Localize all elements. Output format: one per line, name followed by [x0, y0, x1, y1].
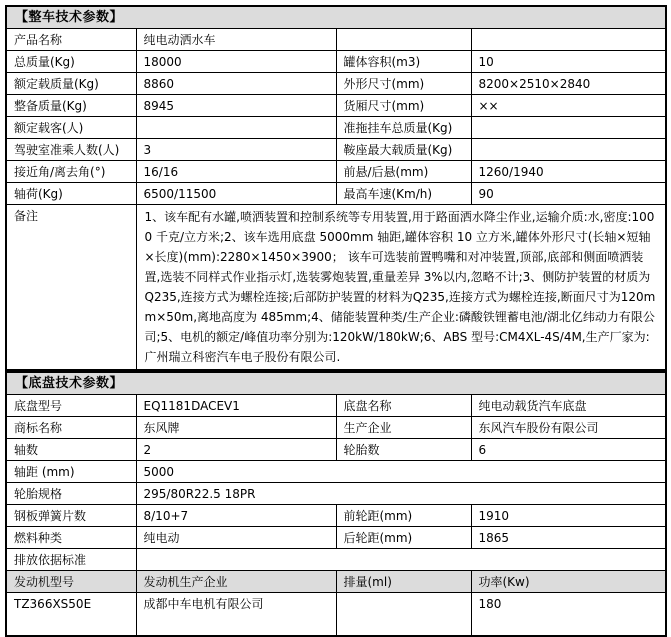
vehicle-row	[6, 95, 666, 117]
param-value: 1865	[471, 527, 666, 549]
vehicle-row	[6, 161, 666, 183]
param-label: 前悬/后悬(mm)	[336, 161, 471, 183]
param-value: EQ1181DACEV1	[136, 395, 336, 417]
param-value: 东风牌	[136, 417, 336, 439]
param-value: 10	[471, 51, 666, 73]
param-label: 轴距 (mm)	[6, 461, 136, 483]
param-label: 额定载质量(Kg)	[6, 73, 136, 95]
param-value: 8/10+7	[136, 505, 336, 527]
chassis-params-table	[5, 371, 667, 637]
param-value: 90	[471, 183, 666, 205]
param-label: 钢板弹簧片数	[6, 505, 136, 527]
param-label	[336, 29, 471, 51]
param-value: 3	[136, 139, 336, 161]
remark-label: 备注	[6, 205, 136, 371]
chassis-row	[6, 461, 666, 483]
chassis-section-header	[6, 372, 666, 395]
param-value: 1260/1940	[471, 161, 666, 183]
engine-displacement	[336, 593, 471, 637]
vehicle-row	[6, 29, 666, 51]
param-label: 罐体容积(m3)	[336, 51, 471, 73]
param-value: 8200×2510×2840	[471, 73, 666, 95]
param-value: 16/16	[136, 161, 336, 183]
chassis-row	[6, 549, 666, 571]
engine-model: TZ366XS50E	[6, 593, 136, 637]
column-header: 发动机型号	[6, 571, 136, 593]
param-label: 接近角/离去角(°)	[6, 161, 136, 183]
param-label: 准拖挂车总质量(Kg)	[336, 117, 471, 139]
vehicle-rows-body	[6, 29, 666, 371]
param-label: 轮胎规格	[6, 483, 136, 505]
vehicle-row	[6, 51, 666, 73]
param-label: 商标名称	[6, 417, 136, 439]
chassis-section-title: 【底盘技术参数】	[6, 372, 666, 395]
param-value	[471, 117, 666, 139]
param-label: 驾驶室准乘人数(人)	[6, 139, 136, 161]
param-label: 燃料种类	[6, 527, 136, 549]
column-header: 功率(Kw)	[471, 571, 666, 593]
chassis-row	[6, 593, 666, 637]
engine-power: 180	[471, 593, 666, 637]
param-label: 产品名称	[6, 29, 136, 51]
remark-text: 1、该车配有水罐,喷洒装置和控制系统等专用装置,用于路面洒水降尘作业,运输介质:水,密度:1000 千克/立方米;2、该车选用底盘 5000mm 轴距,罐体容积 10 立方米,罐体外形尺寸(长轴×短轴×长度)(mm):2280×1450×3900； 该车可选装前置鸭嘴和对冲装置,顶部,底部和侧面喷洒装置,选装不同样式作业指示灯,选装雾炮装置,重量差异 3%以内,忽略不计;3、侧防护装置的材质为Q235,连接方式为螺栓连接;后部防护装置的材料为Q235,连接方式为螺栓连接,断面尺寸为120mm×50m,离地高度为 485mm;4、储能装置种类/生产企业:磷酸铁锂蓄电池/湖北亿纬动力有限公司;5、电机的额定/峰值功率分别为:120kW/180kW;6、ABS 型号:CM4XL-4S/4M,生产厂家为:广州瑞立科密汽车电子股份有限公司.	[136, 205, 666, 371]
param-value: 1910	[471, 505, 666, 527]
param-value: 6	[471, 439, 666, 461]
param-label: 轴荷(Kg)	[6, 183, 136, 205]
param-value	[471, 29, 666, 51]
param-value: 纯电动载货汽车底盘	[471, 395, 666, 417]
param-value	[471, 139, 666, 161]
param-label: 底盘型号	[6, 395, 136, 417]
vehicle-params-table	[5, 5, 667, 371]
chassis-row	[6, 483, 666, 505]
param-label: 底盘名称	[336, 395, 471, 417]
param-label: 整备质量(Kg)	[6, 95, 136, 117]
param-value: 纯电动洒水车	[136, 29, 336, 51]
vehicle-row	[6, 183, 666, 205]
chassis-row	[6, 505, 666, 527]
param-value: ××	[471, 95, 666, 117]
chassis-row	[6, 571, 666, 593]
vehicle-row	[6, 205, 666, 371]
column-header: 发动机生产企业	[136, 571, 336, 593]
param-value	[136, 549, 666, 571]
engine-manufacturer: 成都中车电机有限公司	[136, 593, 336, 637]
param-label: 后轮距(mm)	[336, 527, 471, 549]
chassis-row	[6, 417, 666, 439]
param-value	[136, 117, 336, 139]
param-label: 轴数	[6, 439, 136, 461]
vehicle-row	[6, 117, 666, 139]
chassis-rows-body	[6, 395, 666, 637]
column-header: 排量(ml)	[336, 571, 471, 593]
vehicle-row	[6, 139, 666, 161]
param-label: 总质量(Kg)	[6, 51, 136, 73]
param-label: 货厢尺寸(mm)	[336, 95, 471, 117]
param-value: 295/80R22.5 18PR	[136, 483, 666, 505]
chassis-row	[6, 527, 666, 549]
param-value: 6500/11500	[136, 183, 336, 205]
section-header-row	[6, 6, 666, 29]
param-value: 2	[136, 439, 336, 461]
param-label: 前轮距(mm)	[336, 505, 471, 527]
param-value: 纯电动	[136, 527, 336, 549]
section-header-row	[6, 372, 666, 395]
chassis-row	[6, 395, 666, 417]
param-value: 5000	[136, 461, 666, 483]
param-label: 外形尺寸(mm)	[336, 73, 471, 95]
param-value: 8945	[136, 95, 336, 117]
param-label: 轮胎数	[336, 439, 471, 461]
param-label: 鞍座最大载质量(Kg)	[336, 139, 471, 161]
vehicle-section-header	[6, 6, 666, 29]
vehicle-section-title: 【整车技术参数】	[6, 6, 666, 29]
param-value: 8860	[136, 73, 336, 95]
param-value: 18000	[136, 51, 336, 73]
vehicle-row	[6, 73, 666, 95]
param-label: 生产企业	[336, 417, 471, 439]
chassis-row	[6, 439, 666, 461]
param-label: 排放依据标准	[6, 549, 136, 571]
param-label: 最高车速(Km/h)	[336, 183, 471, 205]
param-value: 东风汽车股份有限公司	[471, 417, 666, 439]
param-label: 额定载客(人)	[6, 117, 136, 139]
